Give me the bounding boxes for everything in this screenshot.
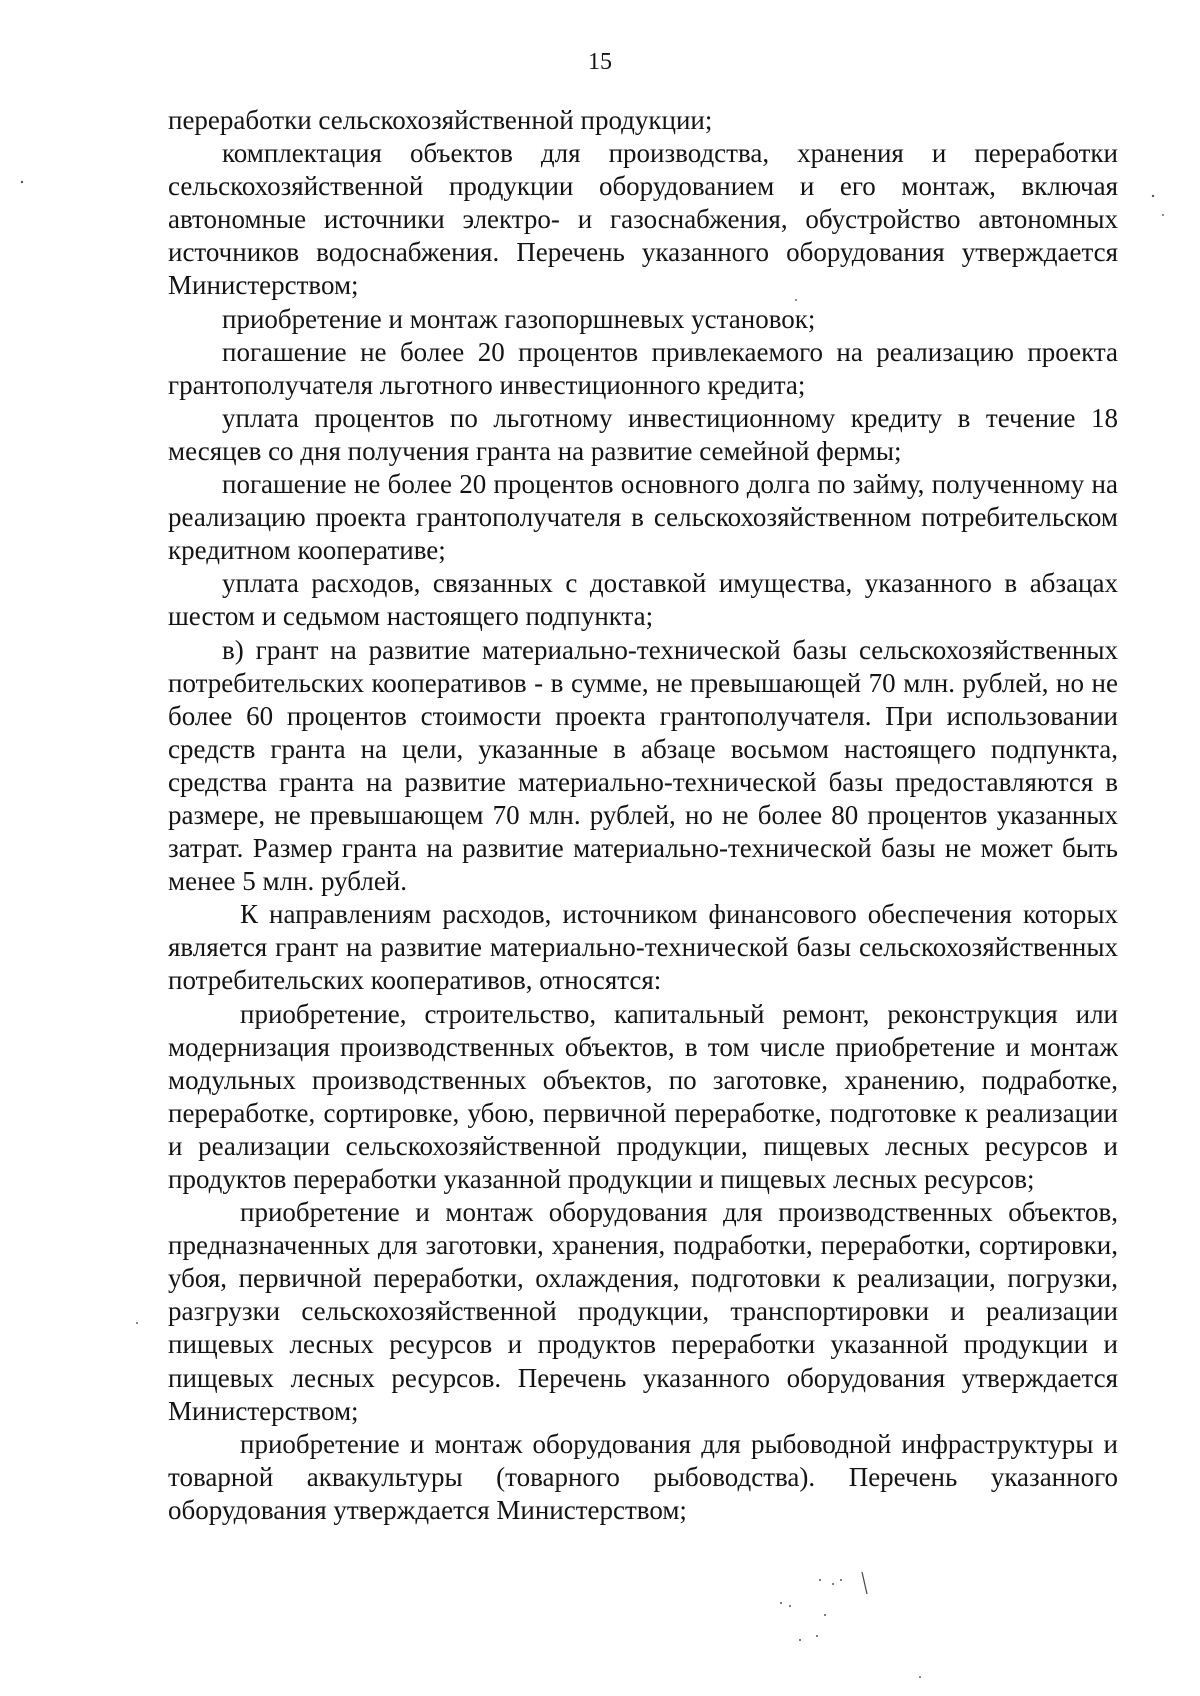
paragraph-expense-directions: К направлениям расходов, источником финансового обеспечения которых является грант на развитие материально-технической базы сельскохозяйственных потребительских кооперативов, относятся:: [168, 899, 1118, 996]
paragraph-interest-payment: уплата процентов по льготному инвестиционному кредиту в течение 18 месяцев со дня получения гранта на развитие семейной фермы;: [168, 402, 1118, 466]
paragraph-loan-repayment: погашение не более 20 процентов основного долга по займу, полученному на реализацию проекта грантополучателя в сельскохозяйственном потребительском кредитном кооперативе;: [168, 469, 1118, 566]
paragraph-investment-credit-repayment: погашение не более 20 процентов привлекаемого на реализацию проекта грантополучателя льготного инвестиционного кредита;: [168, 336, 1118, 400]
paragraph-facility-equipment: приобретение и монтаж оборудования для производственных объектов, предназначенных для заготовки, хранения, подработки, переработки, сортировки, убоя, первичной переработки, охлаждения, подготовки к реализации, погрузки, разгрузки сельскохозяйственной продукции, транспортировки и реализации пищевых лесных ресурсов и продуктов переработки указанной продукции и пищевых лесных ресурсов. Перечень указанного оборудования утверждается Министерством;: [168, 1197, 1118, 1426]
paragraph-continuation: переработки сельскохозяйственной продукции;: [168, 105, 713, 135]
paragraph-delivery-costs: уплата расходов, связанных с доставкой имущества, указанного в абзацах шестом и седьмом настоящего подпункта;: [168, 568, 1118, 632]
document-body: [168, 104, 1118, 1527]
paragraph-production-facilities: приобретение, строительство, капитальный ремонт, реконструкция или модернизация производственных объектов, в том числе приобретение и монтаж модульных производственных объектов, по заготовке, хранению, подработке, переработке, сортировке, убою, первичной переработке, подготовке к реализации и реализации сельскохозяйственной продукции, пищевых лесных ресурсов и продуктов переработки указанной продукции и пищевых лесных ресурсов;: [168, 998, 1118, 1194]
paragraph-grant-material-base: в) грант на развитие материально-технической базы сельскохозяйственных потребительских кооперативов - в сумме, не превышающей 70 млн. рублей, но не более 60 процентов стоимости проекта грантополучателя. При использовании средств гранта на цели, указанные в абзаце восьмом настоящего подпункта, средства гранта на развитие материально-технической базы предоставляются в размере, не превышающем 70 млн. рублей, но не более 80 процентов указанных затрат. Размер гранта на развитие материально-технической базы не может быть менее 5 млн. рублей.: [168, 634, 1118, 897]
paragraph-equipment-completion: комплектация объектов для производства, хранения и переработки сельскохозяйственной продукции оборудованием и его монтаж, включая автономные источники электро- и газоснабжения, обустройство автономных источников водоснабжения. Перечень указанного оборудования утверждается Министерством;: [168, 138, 1118, 301]
page-number: 15: [588, 49, 612, 75]
paragraph-gas-piston-units: приобретение и монтаж газопоршневых установок;: [222, 303, 816, 334]
paragraph-aquaculture-equipment: приобретение и монтаж оборудования для рыбоводной инфраструктуры и товарной аквакультуры (товарного рыбоводства). Перечень указанного оборудования утверждается Министерством;: [168, 1428, 1118, 1525]
